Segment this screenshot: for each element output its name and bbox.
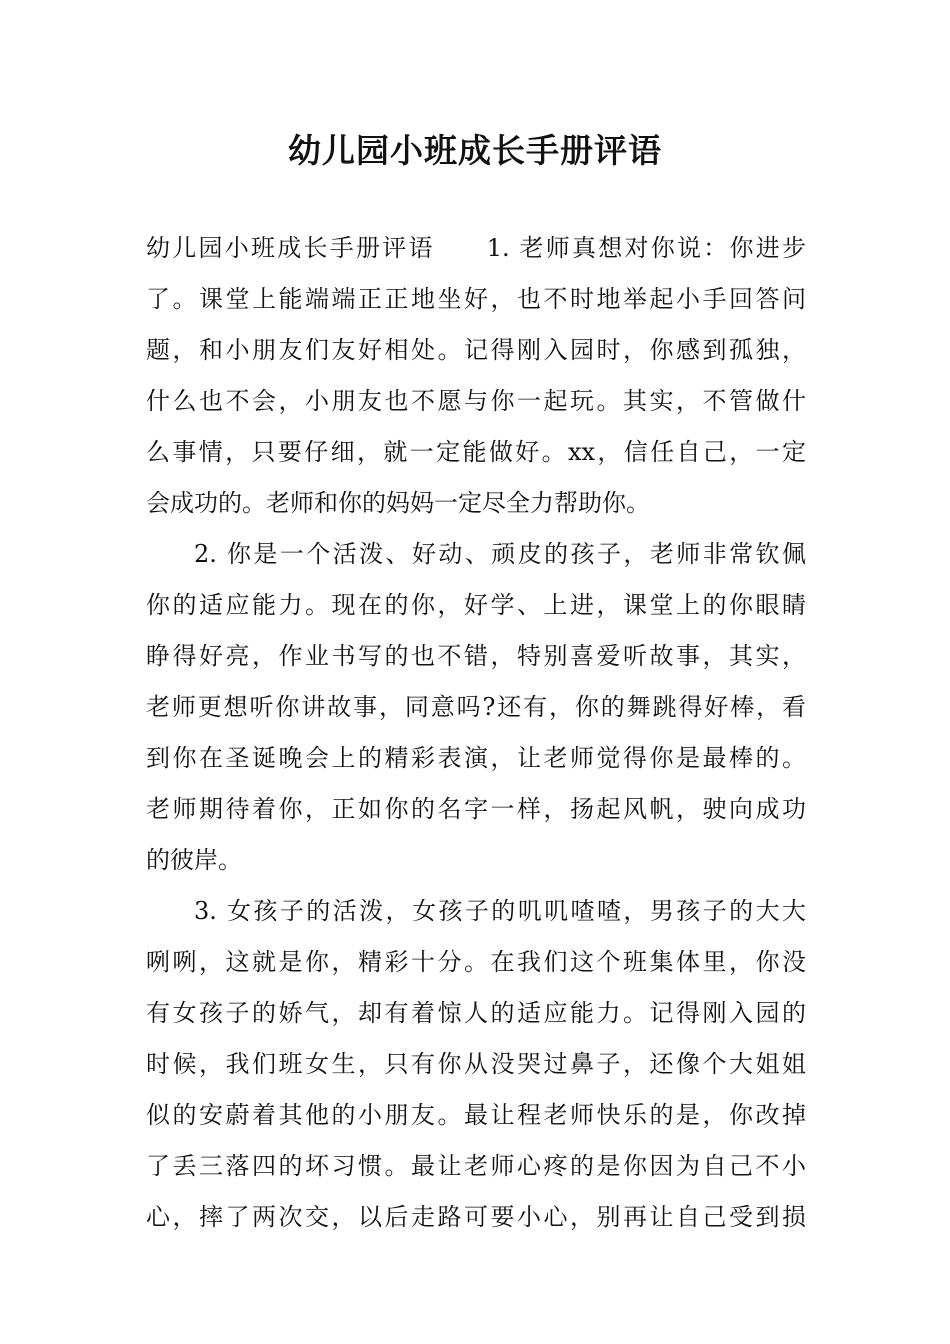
text-line: 你的适应能力。现在的你，好学、上进，课堂上的你眼睛: [146, 591, 806, 619]
text-line: 老师更想听你讲故事，同意吗?还有，你的舞跳得好棒，看: [146, 693, 806, 721]
text-line: 咧咧，这就是你，精彩十分。在我们这个班集体里，你没: [146, 948, 806, 976]
paragraph-2-first-line: 2. 你是一个活泼、好动、顽皮的孩子，老师非常钦佩: [194, 540, 806, 568]
text-line: 时候，我们班女生，只有你从没哭过鼻子，还像个大姐姐: [146, 1050, 806, 1078]
text-line: 会成功的。老师和你的妈妈一定尽全力帮助你。: [146, 489, 650, 517]
text-line: 什么也不会，小朋友也不愿与你一起玩。其实，不管做什: [146, 387, 806, 415]
text-line: 题，和小朋友们友好相处。记得刚入园时，你感到孤独，: [146, 336, 806, 364]
text-line: 到你在圣诞晚会上的精彩表演，让老师觉得你是最棒的。: [146, 744, 806, 772]
text-line: 心，摔了两次交，以后走路可要小心，别再让自己受到损: [146, 1203, 806, 1231]
paragraph-3-first-line: 3. 女孩子的活泼，女孩子的叽叽喳喳，男孩子的大大: [194, 897, 806, 925]
paragraph-1-line-1: [146, 233, 806, 263]
text-line: 了。课堂上能端端正正地坐好，也不时地举起小手回答问: [146, 285, 806, 313]
text-line: 了丢三落四的坏习惯。最让老师心疼的是你因为自己不小: [146, 1152, 806, 1180]
text-line: 老师期待着你，正如你的名字一样，扬起风帆，驶向成功: [146, 795, 806, 823]
text-line: 的彼岸。: [146, 846, 242, 874]
document-title: 幼儿园小班成长手册评语: [288, 131, 662, 170]
text-line: 有女孩子的娇气，却有着惊人的适应能力。记得刚入园的: [146, 999, 806, 1027]
document-lead: 幼儿园小班成长手册评语: [146, 234, 435, 262]
text-line: 似的安蔚着其他的小朋友。最让程老师快乐的是，你改掉: [146, 1101, 806, 1129]
text-line: 睁得好亮，作业书写的也不错，特别喜爱听故事，其实，: [146, 642, 806, 670]
text-line: 么事情，只要仔细，就一定能做好。xx，信任自己，一定: [146, 438, 806, 466]
paragraph-1-item-start: 1. 老师真想对你说：你进步: [486, 234, 806, 262]
